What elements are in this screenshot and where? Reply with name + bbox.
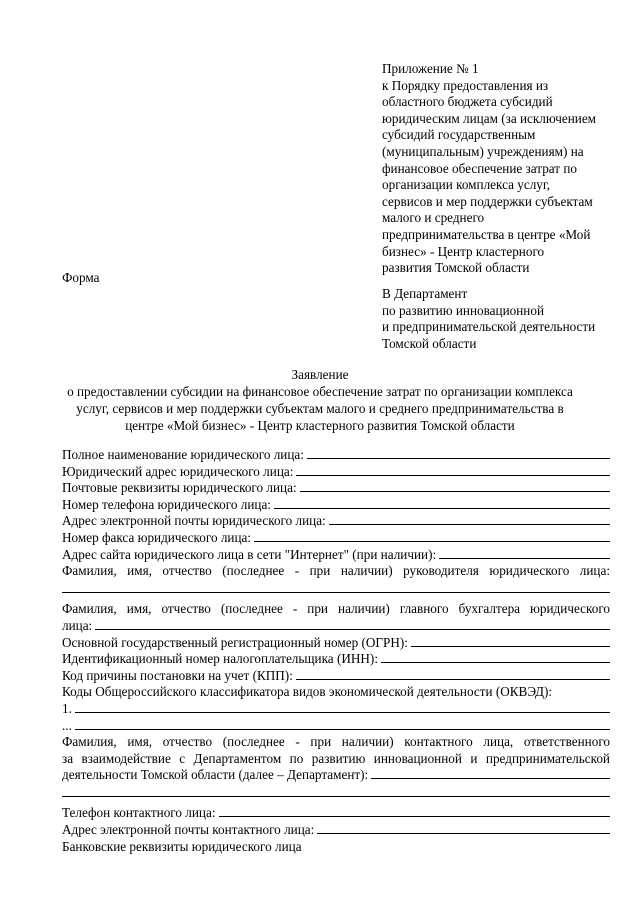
okved-item-number: 1. bbox=[62, 700, 72, 716]
okved-item-field[interactable] bbox=[75, 701, 610, 713]
phone-label: Номер телефона юридического лица: bbox=[62, 496, 271, 512]
ogrn-field[interactable] bbox=[411, 635, 610, 647]
contact-fio-label-cont: за взаимодействие с Департаментом по развитию инновационной и предпринимательской bbox=[62, 750, 610, 766]
website-label: Адрес сайта юридического лица в сети "Интернет" (при наличии): bbox=[62, 546, 437, 562]
full-name-label: Полное наименование юридического лица: bbox=[62, 447, 304, 462]
appendix-line: областного бюджета субсидий bbox=[382, 94, 553, 110]
title-heading: Заявление bbox=[291, 367, 349, 382]
kpp-label: Код причины постановки на учет (КПП): bbox=[62, 667, 293, 683]
full-name-row bbox=[62, 447, 610, 464]
addressee-line: В Департамент bbox=[382, 286, 468, 301]
appendix-header bbox=[382, 61, 630, 277]
appendix-line: юридическим лицам (за исключением bbox=[382, 110, 597, 126]
appendix-line: к Порядку предоставления из bbox=[382, 77, 549, 93]
legal-address-row bbox=[62, 464, 610, 481]
contact-fio-row bbox=[62, 767, 610, 784]
okved-item-row bbox=[62, 701, 610, 718]
accountant-fio-row bbox=[62, 618, 610, 635]
website-field[interactable] bbox=[439, 547, 610, 559]
application-form bbox=[62, 447, 610, 855]
contact-fio-field-extra[interactable] bbox=[62, 784, 610, 801]
appendix-line: субсидий государственным bbox=[382, 127, 536, 143]
full-name-field[interactable] bbox=[307, 447, 610, 459]
postal-details-field[interactable] bbox=[300, 480, 610, 492]
okved-more-label: ... bbox=[62, 717, 72, 733]
head-fio-field[interactable] bbox=[62, 580, 610, 597]
ogrn-row bbox=[62, 635, 610, 652]
ogrn-label: Основной государственный регистрационный номер (ОГРН): bbox=[62, 634, 408, 650]
appendix-line: бизнес» - Центр кластерного bbox=[382, 243, 545, 259]
appendix-line: сервисов и мер поддержки субъектам bbox=[382, 193, 593, 209]
inn-field[interactable] bbox=[381, 651, 610, 663]
head-fio-label: Фамилия, имя, отчество (последнее - при наличии) руководителя юридического лица: bbox=[62, 563, 610, 579]
okved-more-row bbox=[62, 718, 610, 735]
bank-details-label: Банковские реквизиты юридического лица bbox=[62, 838, 302, 854]
legal-address-label: Юридический адрес юридического лица: bbox=[62, 463, 294, 479]
appendix-line: развития Томской области bbox=[382, 260, 530, 276]
appendix-line: финансовое обеспечение затрат по bbox=[382, 160, 578, 176]
phone-row bbox=[62, 497, 610, 514]
phone-field[interactable] bbox=[274, 497, 610, 509]
appendix-line: (муниципальным) учреждениям) на bbox=[382, 143, 584, 159]
addressee-line: Томской области bbox=[382, 335, 477, 351]
contact-fio-label: Фамилия, имя, отчество (последнее - при наличии) контактного лица, ответственного bbox=[62, 734, 610, 750]
accountant-fio-label: Фамилия, имя, отчество (последнее - при наличии) главного бухгалтера юридического bbox=[62, 601, 610, 617]
kpp-row bbox=[62, 668, 610, 685]
title-line: центре «Мой бизнес» - Центр кластерного развития Томской области bbox=[125, 418, 515, 433]
contact-email-field[interactable] bbox=[317, 822, 610, 834]
addressee-block bbox=[382, 286, 632, 352]
addressee-line: по развитию инновационной bbox=[382, 302, 545, 318]
postal-details-row bbox=[62, 480, 610, 497]
okved-label: Коды Общероссийского классификатора видов экономической деятельности (ОКВЭД): bbox=[62, 684, 553, 700]
legal-address-field[interactable] bbox=[296, 464, 610, 476]
application-title bbox=[50, 366, 590, 434]
contact-email-label: Адрес электронной почты контактного лица: bbox=[62, 822, 315, 838]
contact-phone-field[interactable] bbox=[219, 805, 611, 817]
appendix-line: организации комплекса услуг, bbox=[382, 177, 551, 193]
inn-label: Идентификационный номер налогоплательщика (ИНН): bbox=[62, 651, 378, 667]
accountant-fio-label-cont: лица: bbox=[62, 617, 93, 633]
email-field[interactable] bbox=[329, 513, 610, 525]
okved-more-field[interactable] bbox=[75, 718, 610, 730]
form-label: Форма bbox=[62, 270, 100, 285]
contact-email-row bbox=[62, 822, 610, 839]
postal-details-label: Почтовые реквизиты юридического лица: bbox=[62, 480, 297, 496]
contact-phone-row bbox=[62, 805, 610, 822]
appendix-line: малого и среднего bbox=[382, 210, 485, 226]
contact-phone-label: Телефон контактного лица: bbox=[62, 805, 216, 821]
title-line: о предоставлении субсидии на финансовое обеспечение затрат по организации комплекса bbox=[67, 384, 573, 399]
kpp-field[interactable] bbox=[296, 668, 610, 680]
inn-row bbox=[62, 651, 610, 668]
contact-fio-label-end: деятельности Томской области (далее – Департамент): bbox=[62, 767, 369, 783]
email-row bbox=[62, 513, 610, 530]
fax-field[interactable] bbox=[254, 530, 610, 542]
accountant-fio-field[interactable] bbox=[95, 618, 610, 630]
appendix-line: предпринимательства в центре «Мой bbox=[382, 226, 591, 242]
fax-label: Номер факса юридического лица: bbox=[62, 529, 252, 545]
website-row bbox=[62, 547, 610, 564]
addressee-line: и предпринимательской деятельности bbox=[382, 319, 596, 335]
fax-row bbox=[62, 530, 610, 547]
appendix-line: Приложение № 1 bbox=[382, 61, 479, 76]
title-line: услуг, сервисов и мер поддержки субъектам малого и среднего предпринимательства в bbox=[76, 401, 564, 416]
contact-fio-field[interactable] bbox=[371, 767, 610, 779]
email-label: Адрес электронной почты юридического лица: bbox=[62, 513, 326, 529]
